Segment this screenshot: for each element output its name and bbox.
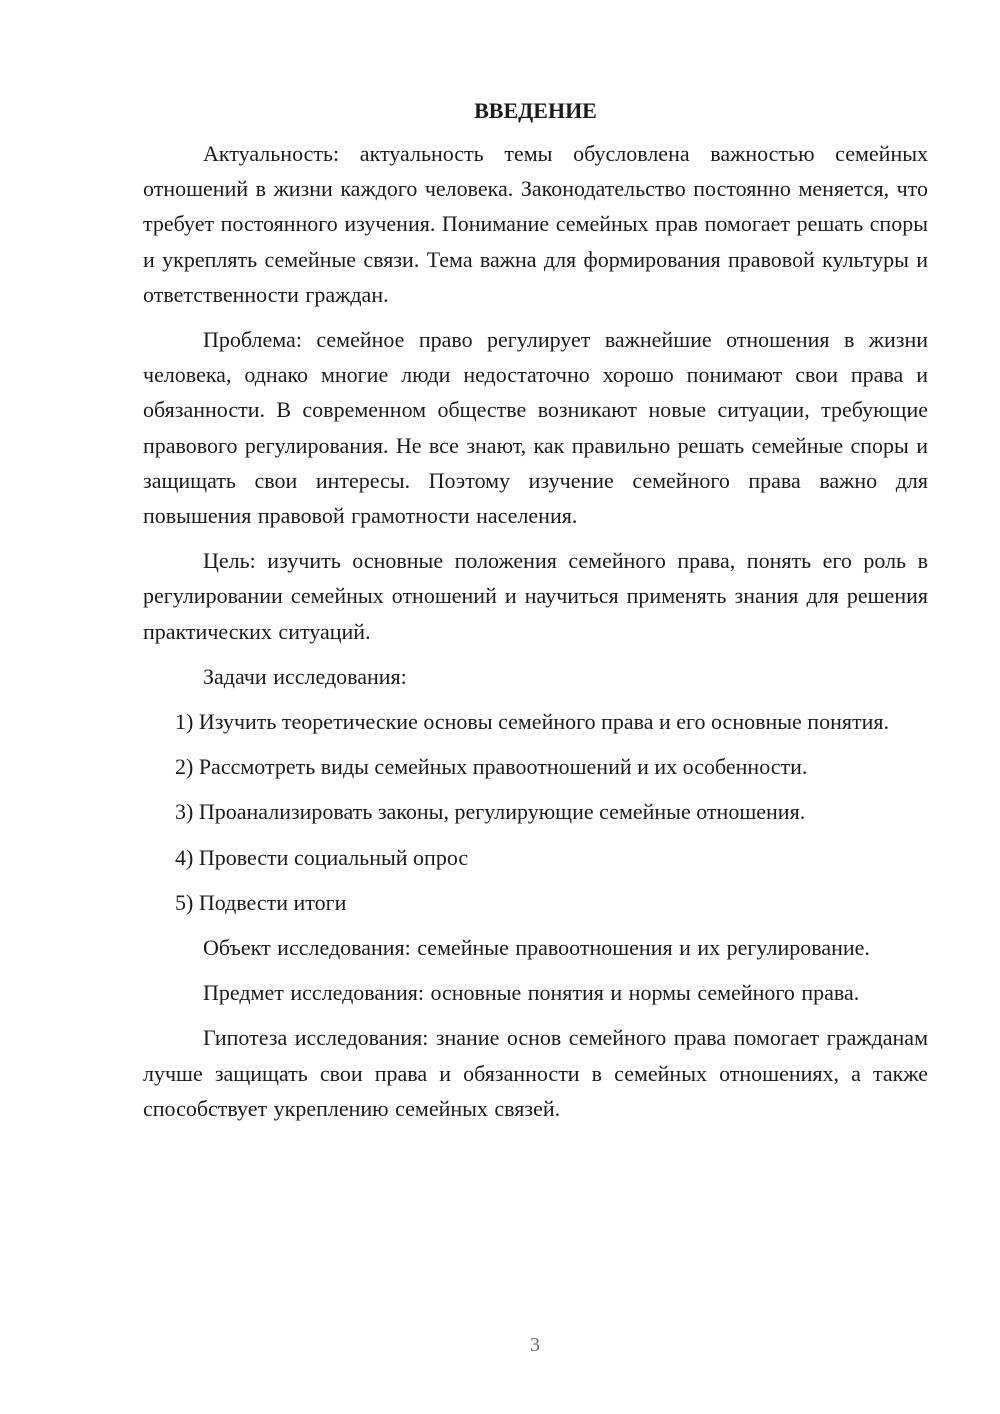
page-number: 3 [530,1334,540,1356]
object-paragraph: Объект исследования: семейные правоотношения и их регулирование. [203,935,870,961]
page-title: ВВЕДЕНИЕ [474,98,597,123]
subject-paragraph: Предмет исследования: основные понятия и нормы семейного права. [203,980,860,1006]
hypothesis-paragraph: Гипотеза исследования: знание основ семейного права помогает гражданам лучше защищать свои права и обязанности в семейных отношениях, а также способствует укреплению семейных связей. [143,1025,928,1121]
goal-paragraph: Цель: изучить основные положения семейного права, понять его роль в регулировании семейных отношений и научиться применять знания для решения практических ситуаций. [143,548,928,644]
tasks-heading: Задачи исследования: [203,663,407,689]
list-item: 2) Рассмотреть виды семейных правоотношений и их особенности. [175,754,808,780]
problem-paragraph: Проблема: семейное право регулирует важнейшие отношения в жизни человека, однако многие люди недостаточно хорошо понимают свои права и обязанности. В современном обществе возникают новые ситуации, требующие правового регулирования. Не все знают, как правильно решать семейные споры и защищать свои интересы. Поэтому изучение семейного права важно для повышения правовой грамотности населения. [143,327,928,529]
list-item: 3) Проанализировать законы, регулирующие семейные отношения. [175,799,806,825]
tasks-list [143,704,928,920]
list-item: 1) Изучить теоретические основы семейного права и его основные понятия. [175,709,889,735]
document-page [143,96,928,1136]
list-item: 4) Провести социальный опрос [175,844,469,870]
list-item: 5) Подвести итоги [175,889,347,915]
relevance-paragraph: Актуальность: актуальность темы обусловлена важностью семейных отношений в жизни каждого человека. Законодательство постоянно меняется, что требует постоянного изучения. Понимание семейных прав помогает решать споры и укреплять семейные связи. Тема важна для формирования правовой культуры и ответственности граждан. [143,141,928,307]
